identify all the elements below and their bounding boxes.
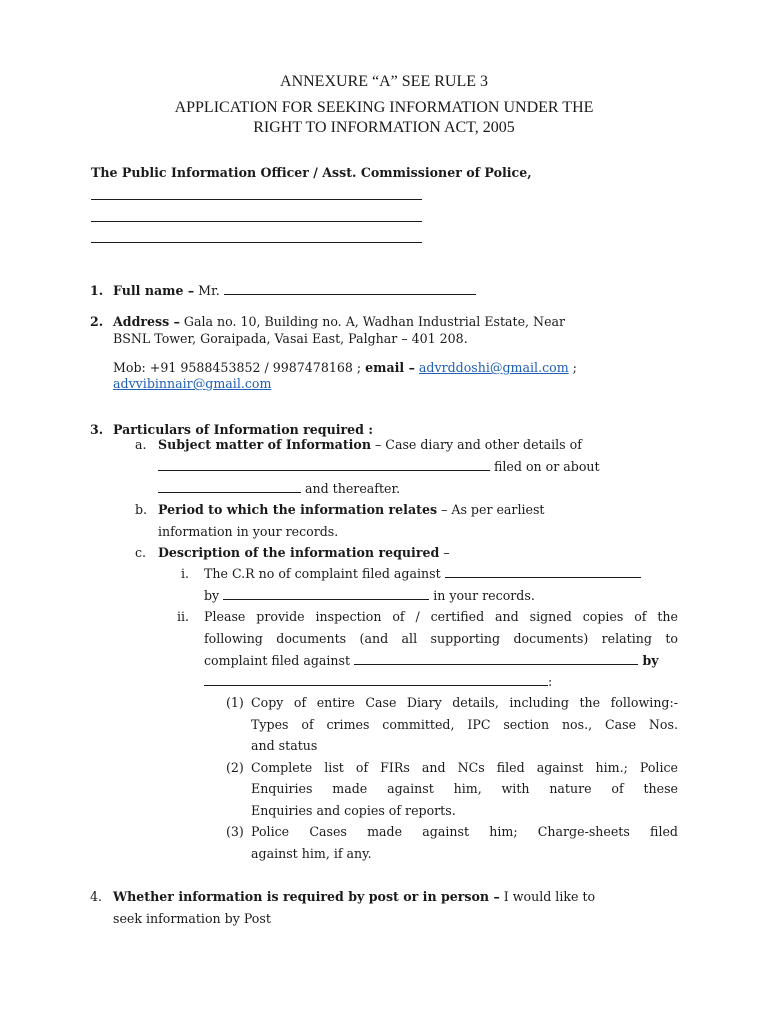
period-row-2: information in your records.: [158, 524, 339, 539]
sub-item-letter: b.: [135, 502, 148, 517]
doc-number: (3): [226, 824, 244, 839]
email-separator: ;: [568, 360, 577, 375]
email-link[interactable]: advrddoshi@gmail.com: [418, 360, 569, 375]
addressee: The Public Information Officer / Asst. Commissioner of Police,: [91, 165, 532, 180]
item-number: 4.: [90, 889, 103, 904]
against-blank: [445, 566, 641, 578]
particulars-heading: Particulars of Information required :: [113, 422, 374, 437]
address-blank-line: [91, 221, 422, 222]
description-label: Description of the information required: [158, 545, 440, 560]
records-text: in your records.: [429, 588, 535, 603]
fir-list-line-1: Complete list of FIRs and NCs filed against him.; Police: [251, 760, 678, 775]
period-row: [158, 501, 544, 519]
cr-number-row: [204, 565, 641, 583]
doc-number: (1): [226, 695, 244, 710]
roman-numeral: ii.: [177, 609, 190, 624]
by-text: by: [204, 588, 224, 603]
inspection-line-2: following documents (and all supporting documents) relating to: [204, 631, 678, 646]
item-number: 1.: [90, 283, 104, 298]
complaint-blank: [354, 653, 638, 665]
police-cases-line-2: against him, if any.: [251, 846, 372, 861]
colon-text: :: [548, 674, 553, 689]
fir-list-line-3: Enquiries and copies of reports.: [251, 803, 456, 818]
subject-matter-row: [158, 436, 582, 454]
case-diary-line-3: and status: [251, 738, 318, 753]
subject-matter-label: Subject matter of Information: [158, 437, 371, 452]
address-blank-line: [91, 242, 422, 243]
contact-line-2: [113, 375, 271, 393]
full-name-blank: [224, 283, 476, 295]
complaint-against-text: complaint filed against: [204, 653, 355, 668]
subject-matter-row-2: [158, 458, 600, 476]
period-label: Period to which the information relates: [158, 502, 438, 517]
mobile-numbers: Mob: +91 9588453852 / 9987478168 ;: [113, 360, 366, 375]
sub-item-letter: a.: [135, 437, 147, 452]
subject-blank: [158, 459, 490, 471]
address-label: Address –: [113, 314, 180, 329]
item-number: 3.: [90, 422, 104, 437]
full-name-row: [113, 282, 476, 300]
post-or-person-row: [113, 888, 595, 906]
case-diary-line-2: Types of crimes committed, IPC section nos., Case Nos.: [251, 717, 678, 732]
address-blank-line: [91, 199, 422, 200]
post-or-person-row-2: seek information by Post: [113, 911, 271, 926]
complainant-blank: [204, 674, 548, 686]
email-label: email –: [365, 360, 415, 375]
address-line-1: [113, 313, 565, 331]
item-number: 2.: [90, 314, 104, 329]
by-bold-text: by: [638, 653, 659, 668]
inspection-line-1: Please provide inspection of / certified and signed copies of the: [204, 609, 678, 624]
filed-on-text: filed on or about: [490, 459, 600, 474]
full-name-prefix: Mr.: [194, 283, 224, 298]
subject-matter-text: – Case diary and other details of: [371, 437, 582, 452]
description-dash: –: [439, 545, 450, 560]
address-text: Gala no. 10, Building no. A, Wadhan Industrial Estate, Near: [179, 314, 566, 329]
thereafter-text: and thereafter.: [301, 481, 401, 496]
annexure-title: ANNEXURE “A” SEE RULE 3: [280, 73, 488, 90]
post-or-person-label: Whether information is required by post or in person –: [113, 889, 500, 904]
date-blank: [158, 481, 301, 493]
full-name-label: Full name –: [113, 283, 195, 298]
post-or-person-text: I would like to: [499, 889, 596, 904]
period-text: – As per earliest: [437, 502, 545, 517]
by-blank: [223, 588, 429, 600]
cr-number-text: The C.R no of complaint filed against: [204, 566, 445, 581]
inspection-line-3: [204, 652, 659, 670]
roman-numeral: i.: [181, 566, 190, 581]
case-diary-line-1: Copy of entire Case Diary details, including the following:-: [251, 695, 678, 710]
fir-list-line-2: Enquiries made against him, with nature of these: [251, 781, 678, 796]
subject-matter-row-3: [158, 480, 400, 498]
doc-number: (2): [226, 760, 244, 775]
police-cases-line-1: Police Cases made against him; Charge-sheets filed: [251, 824, 678, 839]
description-row: [158, 544, 450, 562]
application-title: APPLICATION FOR SEEKING INFORMATION UNDER THE: [174, 99, 594, 116]
address-line-2: BSNL Tower, Goraipada, Vasai East, Palghar – 401 208.: [113, 331, 468, 346]
inspection-line-4: [204, 673, 552, 691]
cr-number-row-2: [204, 587, 535, 605]
sub-item-letter: c.: [135, 545, 147, 560]
email-link[interactable]: advvibinnair@gmail.com: [113, 376, 272, 391]
application-subtitle: RIGHT TO INFORMATION ACT, 2005: [253, 119, 515, 136]
